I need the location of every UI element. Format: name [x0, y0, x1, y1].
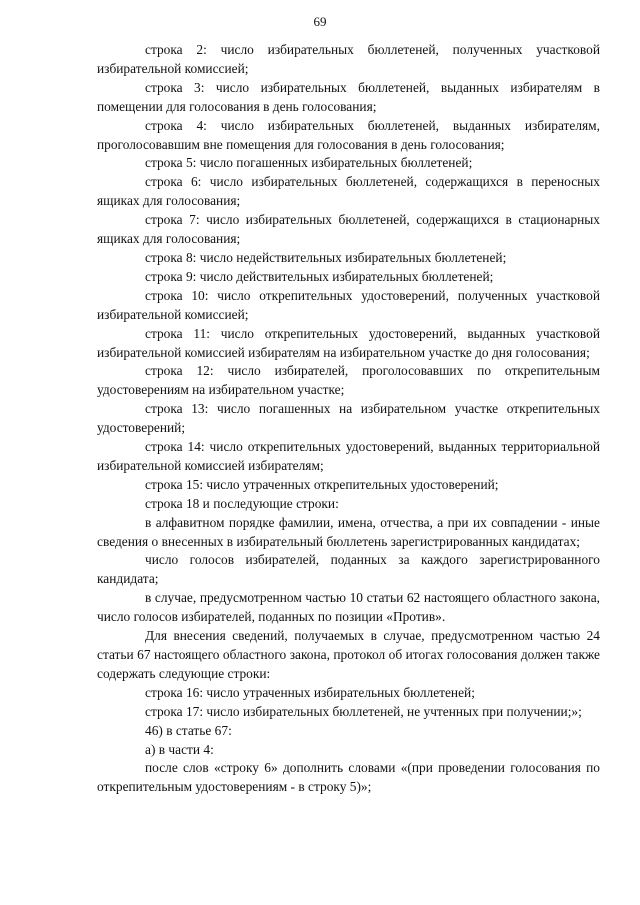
paragraph-line-2: строка 2: число избирательных бюллетеней, полученных участковой избирательной комиссией;	[97, 42, 600, 76]
paragraph-item-46: 46) в статье 67:	[145, 722, 232, 738]
paragraph-candidate-names: в алфавитном порядке фамилии, имена, отчества, а при их совпадении - иные сведения о внесенных в избирательный бюллетень зарегистрированных кандидатах;	[97, 514, 600, 549]
paragraph-line-11: строка 11: число открепительных удостоверений, выданных участковой избирательной комиссией избирателям на избирательном участке до дня голосования;	[97, 325, 600, 360]
paragraph-line-13: строка 13: число погашенных на избирательном участке открепительных удостоверений;	[97, 401, 600, 436]
paragraph-line-9: строка 9: число действительных избирательных бюллетеней;	[145, 268, 494, 284]
document-body	[97, 41, 600, 797]
paragraph-line-14: строка 14: число открепительных удостоверений, выданных территориальной избирательной комиссией избирателям;	[97, 439, 600, 473]
paragraph-line-17: строка 17: число избирательных бюллетеней, не учтенных при получении;»;	[145, 703, 582, 719]
paragraph-line-4: строка 4: число избирательных бюллетеней, выданных избирателям, проголосовавшим вне помещения для голосования в день голосования;	[97, 117, 600, 152]
paragraph-additional-lines-intro: Для внесения сведений, получаемых в случае, предусмотренном частью 24 статьи 67 настоящего областного закона, протокол об итогах голосования должен также содержать следующие строки:	[97, 628, 600, 681]
paragraph-line-10: строка 10: число открепительных удостоверений, полученных участковой избирательной комиссией;	[97, 287, 600, 322]
paragraph-against-votes: в случае, предусмотренном частью 10 статьи 62 настоящего областного закона, число голосов избирателей, поданных по позиции «Против».	[97, 590, 600, 625]
paragraph-line-18-intro: строка 18 и последующие строки:	[145, 495, 339, 511]
paragraph-line-3: строка 3: число избирательных бюллетеней, выданных избирателям в помещении для голосования в день голосования;	[97, 79, 600, 114]
paragraph-line-5: строка 5: число погашенных избирательных бюллетеней;	[145, 155, 473, 171]
page-number: 69	[313, 14, 327, 29]
paragraph-line-8: строка 8: число недействительных избирательных бюллетеней;	[145, 249, 507, 265]
paragraph-line-12: строка 12: число избирателей, проголосовавших по открепительным удостоверениям на избирательном участке;	[97, 363, 600, 398]
paragraph-line-15: строка 15: число утраченных открепительных удостоверений;	[145, 476, 499, 492]
paragraph-candidate-votes: число голосов избирателей, поданных за каждого зарегистрированного кандидата;	[97, 552, 600, 587]
paragraph-subitem-a: а) в части 4:	[145, 741, 214, 757]
paragraph-line-6: строка 6: число избирательных бюллетеней, содержащихся в переносных ящиках для голосования;	[97, 174, 600, 209]
paragraph-line-16: строка 16: число утраченных избирательных бюллетеней;	[145, 684, 475, 700]
paragraph-line-7: строка 7: число избирательных бюллетеней, содержащихся в стационарных ящиках для голосования;	[97, 212, 600, 247]
paragraph-amendment: после слов «строку 6» дополнить словами «(при проведении голосования по открепительным удостоверениям - в строку 5)»;	[97, 760, 600, 795]
